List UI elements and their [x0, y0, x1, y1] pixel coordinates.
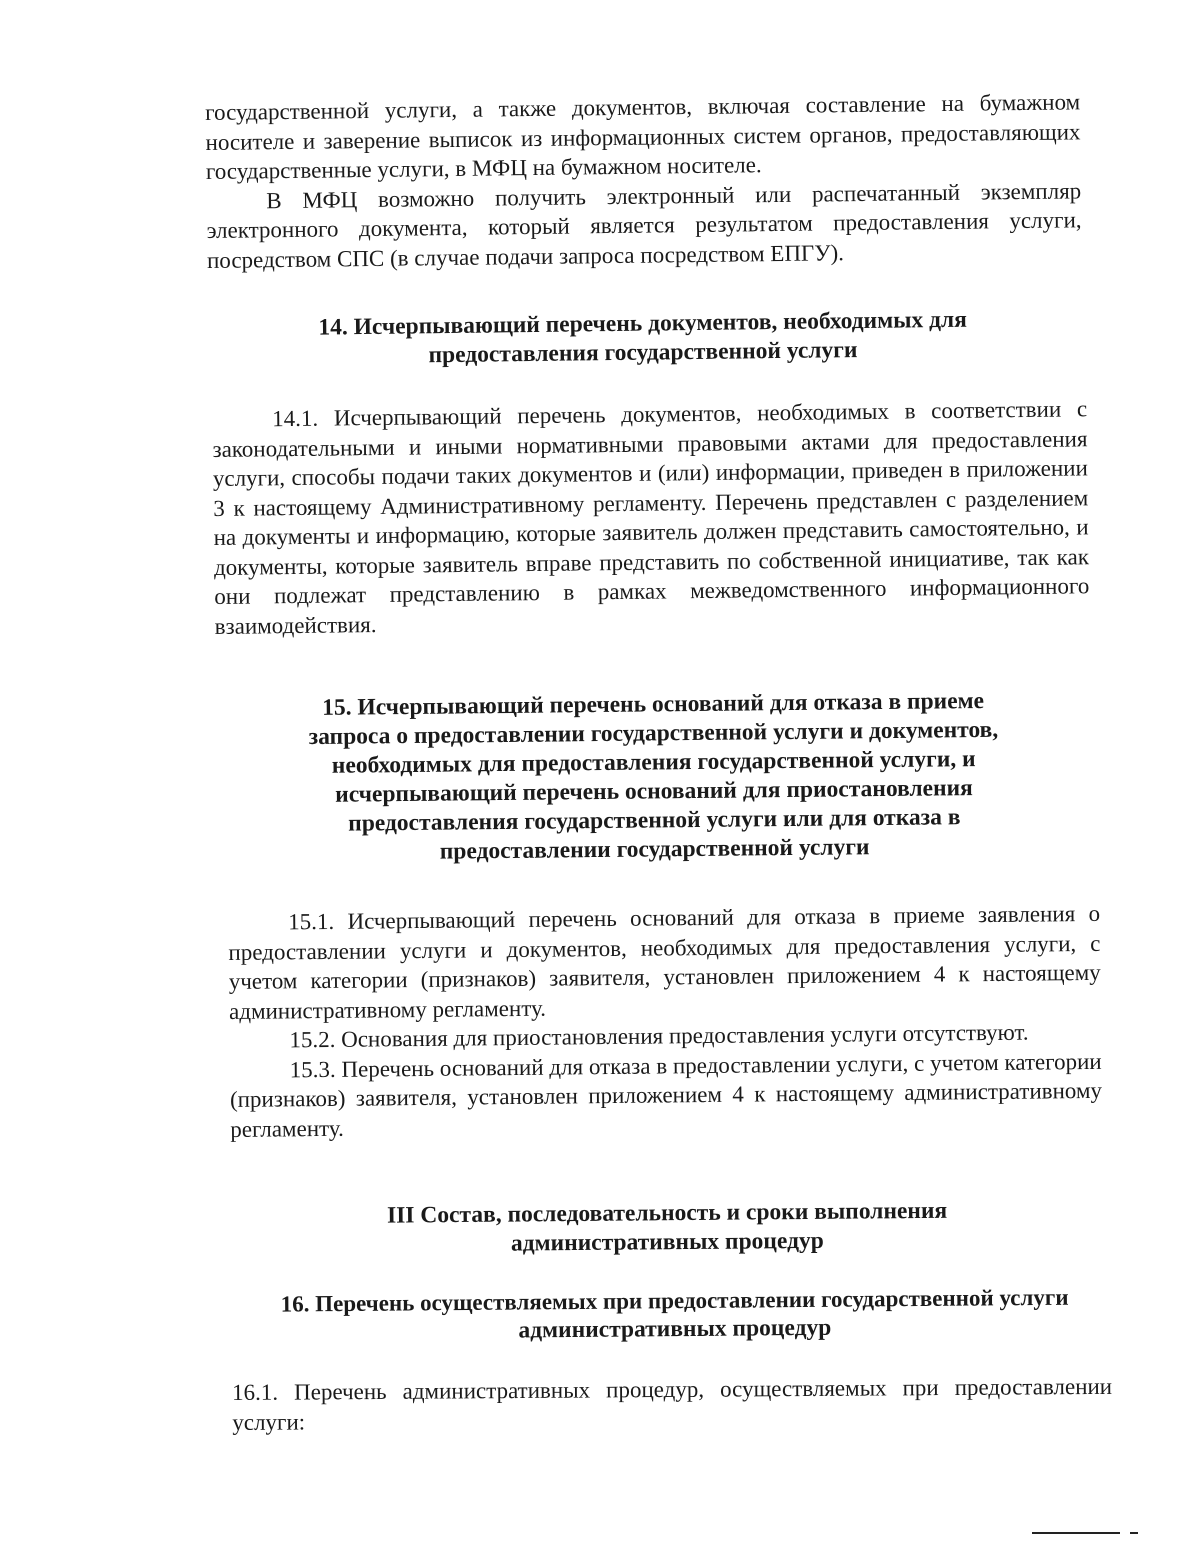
paragraph-mfc: В МФЦ возможно получить электронный или распечатанный экземпляр электронного документа, который является результатом предоставления услуги, посредством СПС (в случае подачи запроса посредством ЕПГУ). [206, 177, 1082, 273]
part-3-heading [232, 1195, 1102, 1261]
section-15-heading [218, 686, 1090, 869]
heading-15-line-3: необходимых для предоставления государственной услуги, и [331, 746, 976, 779]
footer-dash [1130, 1532, 1138, 1534]
heading-15-line-6: предоставлении государственной услуги [439, 834, 870, 865]
paragraph-15-2: 15.2. Основания для приостановления предоставления услуги отсутствуют. [289, 1019, 1029, 1053]
heading-part-3-line-2: административных процедур [510, 1227, 824, 1257]
paragraph-15-1: 15.1. Исчерпывающий перечень оснований для отказа в приеме заявления о предоставлении услуги и документов, необходимых для предоставления услуги, с учетом категории (признаков) заявителя, установлен приложением 4 к настоящему административному регламенту. [228, 900, 1101, 1024]
section-14-body [212, 394, 1090, 641]
heading-part-3-line-1: III Состав, последовательность и сроки выполнения [386, 1197, 948, 1229]
section-16-heading [232, 1282, 1117, 1348]
section-15-body [228, 899, 1102, 1144]
paragraph-14-1: 14.1. Исчерпывающий перечень документов, необходимых в соответствии с законодательными и иными нормативными правовыми актами для предоставления услуги, способы подачи таких документов и (или) информации, приведен в приложении 3 к настоящему Административному регламенту. Перечень представлен с разделением на документы и информацию, которые заявитель должен представить самостоятельно, и документы, которые заявитель вправе представить по собственной инициативе, так как они подлежат представлению в рамках межведомственного информационного взаимодействия. [212, 396, 1090, 639]
intro-section [205, 87, 1082, 275]
heading-15-line-2: запроса о предоставлении государственной услуги и документов, [308, 716, 999, 751]
heading-15-line-5: предоставления государственной услуги или для отказа в [348, 804, 961, 837]
footer-rule [1032, 1532, 1120, 1534]
section-16-body [232, 1372, 1112, 1437]
section-14-heading [205, 304, 1081, 373]
heading-14-line-2: предоставления государственной услуги [428, 337, 858, 369]
heading-14-line-1: 14. Исчерпывающий перечень документов, необходимых для [318, 306, 968, 341]
heading-15-line-1: 15. Исчерпывающий перечень оснований для отказа в приеме [322, 687, 985, 721]
paragraph-15-3: 15.3. Перечень оснований для отказа в предоставлении услуги, с учетом категории (признаков) заявителя, установлен приложением 4 к настоящему административному регламенту. [229, 1048, 1103, 1142]
heading-16-line-2: административных процедур [518, 1314, 832, 1344]
paragraph-16-1: 16.1. Перечень административных процедур, осуществляемых при предоставлении услуги: [232, 1373, 1113, 1435]
heading-16-line-1: 16. Перечень осуществляемых при предоставлении государственной услуги [280, 1284, 1069, 1317]
heading-15-line-4: исчерпывающий перечень оснований для приостановления [335, 775, 973, 808]
paragraph-intro: государственной услуги, а также документов, включая составление на бумажном носителе и заверение выписок из информационных систем органов, предоставляющих государственные услуги, в МФЦ на бумажном носителе. [205, 89, 1081, 184]
